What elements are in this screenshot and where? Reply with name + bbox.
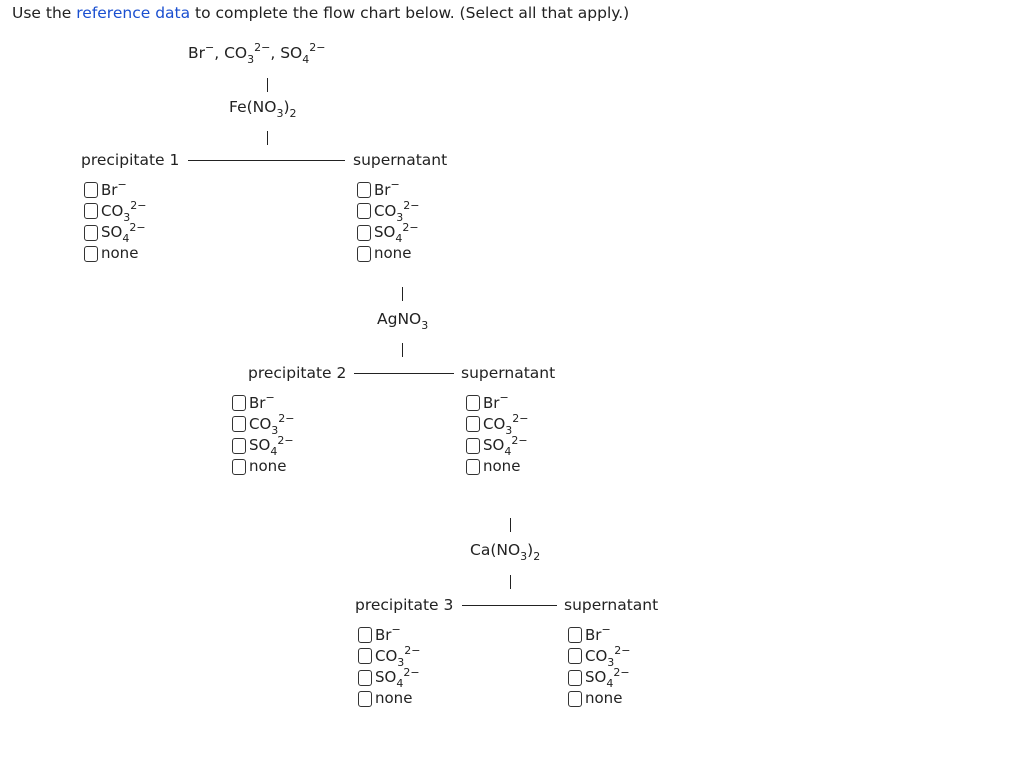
precipitate-3-checkbox-co3[interactable] — [358, 648, 372, 664]
precipitate-2-option-label: none — [249, 457, 287, 476]
precipitate-1-checkbox-br[interactable] — [84, 182, 98, 198]
supernatant-3-option-label: Br− — [585, 622, 611, 644]
supernatant-2-option-br[interactable] — [466, 390, 509, 412]
precipitate-3-option-label: $CO_3^{2-}$ — [375, 644, 421, 669]
supernatant-2-option-label: Br− — [483, 390, 509, 412]
precipitate-1-option-so4[interactable] — [84, 220, 146, 246]
precipitate-2-option-so4[interactable] — [232, 433, 294, 459]
precipitate-2-option-co3[interactable] — [232, 412, 295, 437]
precipitate-1-option-br[interactable] — [84, 177, 127, 199]
supernatant-2-checkbox-so4[interactable] — [466, 438, 480, 454]
precipitate-1-option-label: $SO_4^{2-}$ — [101, 220, 146, 246]
precipitate-2-label: precipitate 2 — [248, 364, 347, 382]
supernatant-3-option-label: $SO_4^{2-}$ — [585, 665, 630, 691]
supernatant-2-checkbox-br[interactable] — [466, 395, 480, 411]
reagent-ca-no3-2: $Ca(NO_3)_2$ — [470, 541, 541, 563]
precipitate-2-option-none[interactable] — [232, 458, 286, 476]
supernatant-2-option-label: $SO_4^{2-}$ — [483, 433, 528, 459]
precipitate-2-checkbox-none[interactable] — [232, 459, 246, 475]
precipitate-1-checkbox-so4[interactable] — [84, 225, 98, 241]
supernatant-1-label: supernatant — [353, 151, 448, 169]
supernatant-3-option-label: none — [585, 689, 623, 708]
reagent-agno3: AgNO$_3$ — [377, 310, 429, 332]
supernatant-1-checkbox-none[interactable] — [357, 246, 371, 262]
precipitate-3-option-label: Br− — [375, 622, 401, 644]
supernatant-1-option-so4[interactable] — [357, 220, 419, 246]
split-line — [354, 373, 454, 374]
supernatant-3-label: supernatant — [564, 596, 659, 614]
reagent-fe-no3-2: $Fe(NO_3)_2$ — [229, 98, 297, 120]
reference-data-link[interactable]: reference data — [76, 4, 191, 22]
flow-connector — [267, 78, 268, 92]
precipitate-3-option-br[interactable] — [358, 622, 401, 644]
precipitate-2-checkbox-co3[interactable] — [232, 416, 246, 432]
supernatant-3-checkbox-co3[interactable] — [568, 648, 582, 664]
precipitate-1-option-label: none — [101, 244, 139, 263]
precipitate-3-option-so4[interactable] — [358, 665, 420, 691]
precipitate-1-label: precipitate 1 — [81, 151, 180, 169]
supernatant-3-option-co3[interactable] — [568, 644, 631, 669]
supernatant-1-option-label: $SO_4^{2-}$ — [374, 220, 419, 246]
supernatant-2-checkbox-co3[interactable] — [466, 416, 480, 432]
supernatant-3-checkbox-so4[interactable] — [568, 670, 582, 686]
supernatant-3-option-br[interactable] — [568, 622, 611, 644]
starting-ions: Br−, $CO_3^{2-}$, $SO_4^{2-}$ — [188, 41, 326, 66]
supernatant-1-checkbox-co3[interactable] — [357, 203, 371, 219]
supernatant-1-option-none[interactable] — [357, 245, 411, 263]
precipitate-1-option-label: Br− — [101, 177, 127, 199]
supernatant-3-option-label: $CO_3^{2-}$ — [585, 644, 631, 669]
supernatant-3-checkbox-br[interactable] — [568, 627, 582, 643]
precipitate-2-option-br[interactable] — [232, 390, 275, 412]
precipitate-3-option-co3[interactable] — [358, 644, 421, 669]
supernatant-2-option-label: none — [483, 457, 521, 476]
precipitate-2-option-label: Br− — [249, 390, 275, 412]
precipitate-1-option-none[interactable] — [84, 245, 138, 263]
precipitate-2-option-label: $SO_4^{2-}$ — [249, 433, 294, 459]
supernatant-1-checkbox-so4[interactable] — [357, 225, 371, 241]
supernatant-3-option-none[interactable] — [568, 690, 622, 708]
supernatant-2-option-co3[interactable] — [466, 412, 529, 437]
precipitate-3-checkbox-none[interactable] — [358, 691, 372, 707]
flow-connector — [402, 343, 403, 357]
supernatant-2-option-none[interactable] — [466, 458, 520, 476]
split-line — [188, 160, 345, 161]
supernatant-1-option-co3[interactable] — [357, 199, 420, 224]
precipitate-3-checkbox-br[interactable] — [358, 627, 372, 643]
precipitate-1-checkbox-co3[interactable] — [84, 203, 98, 219]
flow-connector — [510, 518, 511, 532]
flow-connector — [402, 287, 403, 301]
supernatant-1-option-label: $CO_3^{2-}$ — [374, 199, 420, 224]
supernatant-2-option-label: $CO_3^{2-}$ — [483, 412, 529, 437]
supernatant-1-option-br[interactable] — [357, 177, 400, 199]
precipitate-3-label: precipitate 3 — [355, 596, 454, 614]
supernatant-2-checkbox-none[interactable] — [466, 459, 480, 475]
precipitate-2-checkbox-so4[interactable] — [232, 438, 246, 454]
supernatant-3-checkbox-none[interactable] — [568, 691, 582, 707]
supernatant-1-option-label: none — [374, 244, 412, 263]
precipitate-3-option-label: $SO_4^{2-}$ — [375, 665, 420, 691]
precipitate-3-option-label: none — [375, 689, 413, 708]
precipitate-3-option-none[interactable] — [358, 690, 412, 708]
instructions: Use the reference data to complete the flow chart below. (Select all that apply.) — [12, 4, 630, 22]
precipitate-1-option-co3[interactable] — [84, 199, 147, 224]
supernatant-2-label: supernatant — [461, 364, 556, 382]
precipitate-2-option-label: $CO_3^{2-}$ — [249, 412, 295, 437]
supernatant-2-option-so4[interactable] — [466, 433, 528, 459]
precipitate-3-checkbox-so4[interactable] — [358, 670, 372, 686]
precipitate-1-checkbox-none[interactable] — [84, 246, 98, 262]
precipitate-2-checkbox-br[interactable] — [232, 395, 246, 411]
flow-connector — [510, 575, 511, 589]
flow-connector — [267, 131, 268, 145]
supernatant-3-option-so4[interactable] — [568, 665, 630, 691]
supernatant-1-checkbox-br[interactable] — [357, 182, 371, 198]
precipitate-1-option-label: $CO_3^{2-}$ — [101, 199, 147, 224]
split-line — [462, 605, 557, 606]
supernatant-1-option-label: Br− — [374, 177, 400, 199]
